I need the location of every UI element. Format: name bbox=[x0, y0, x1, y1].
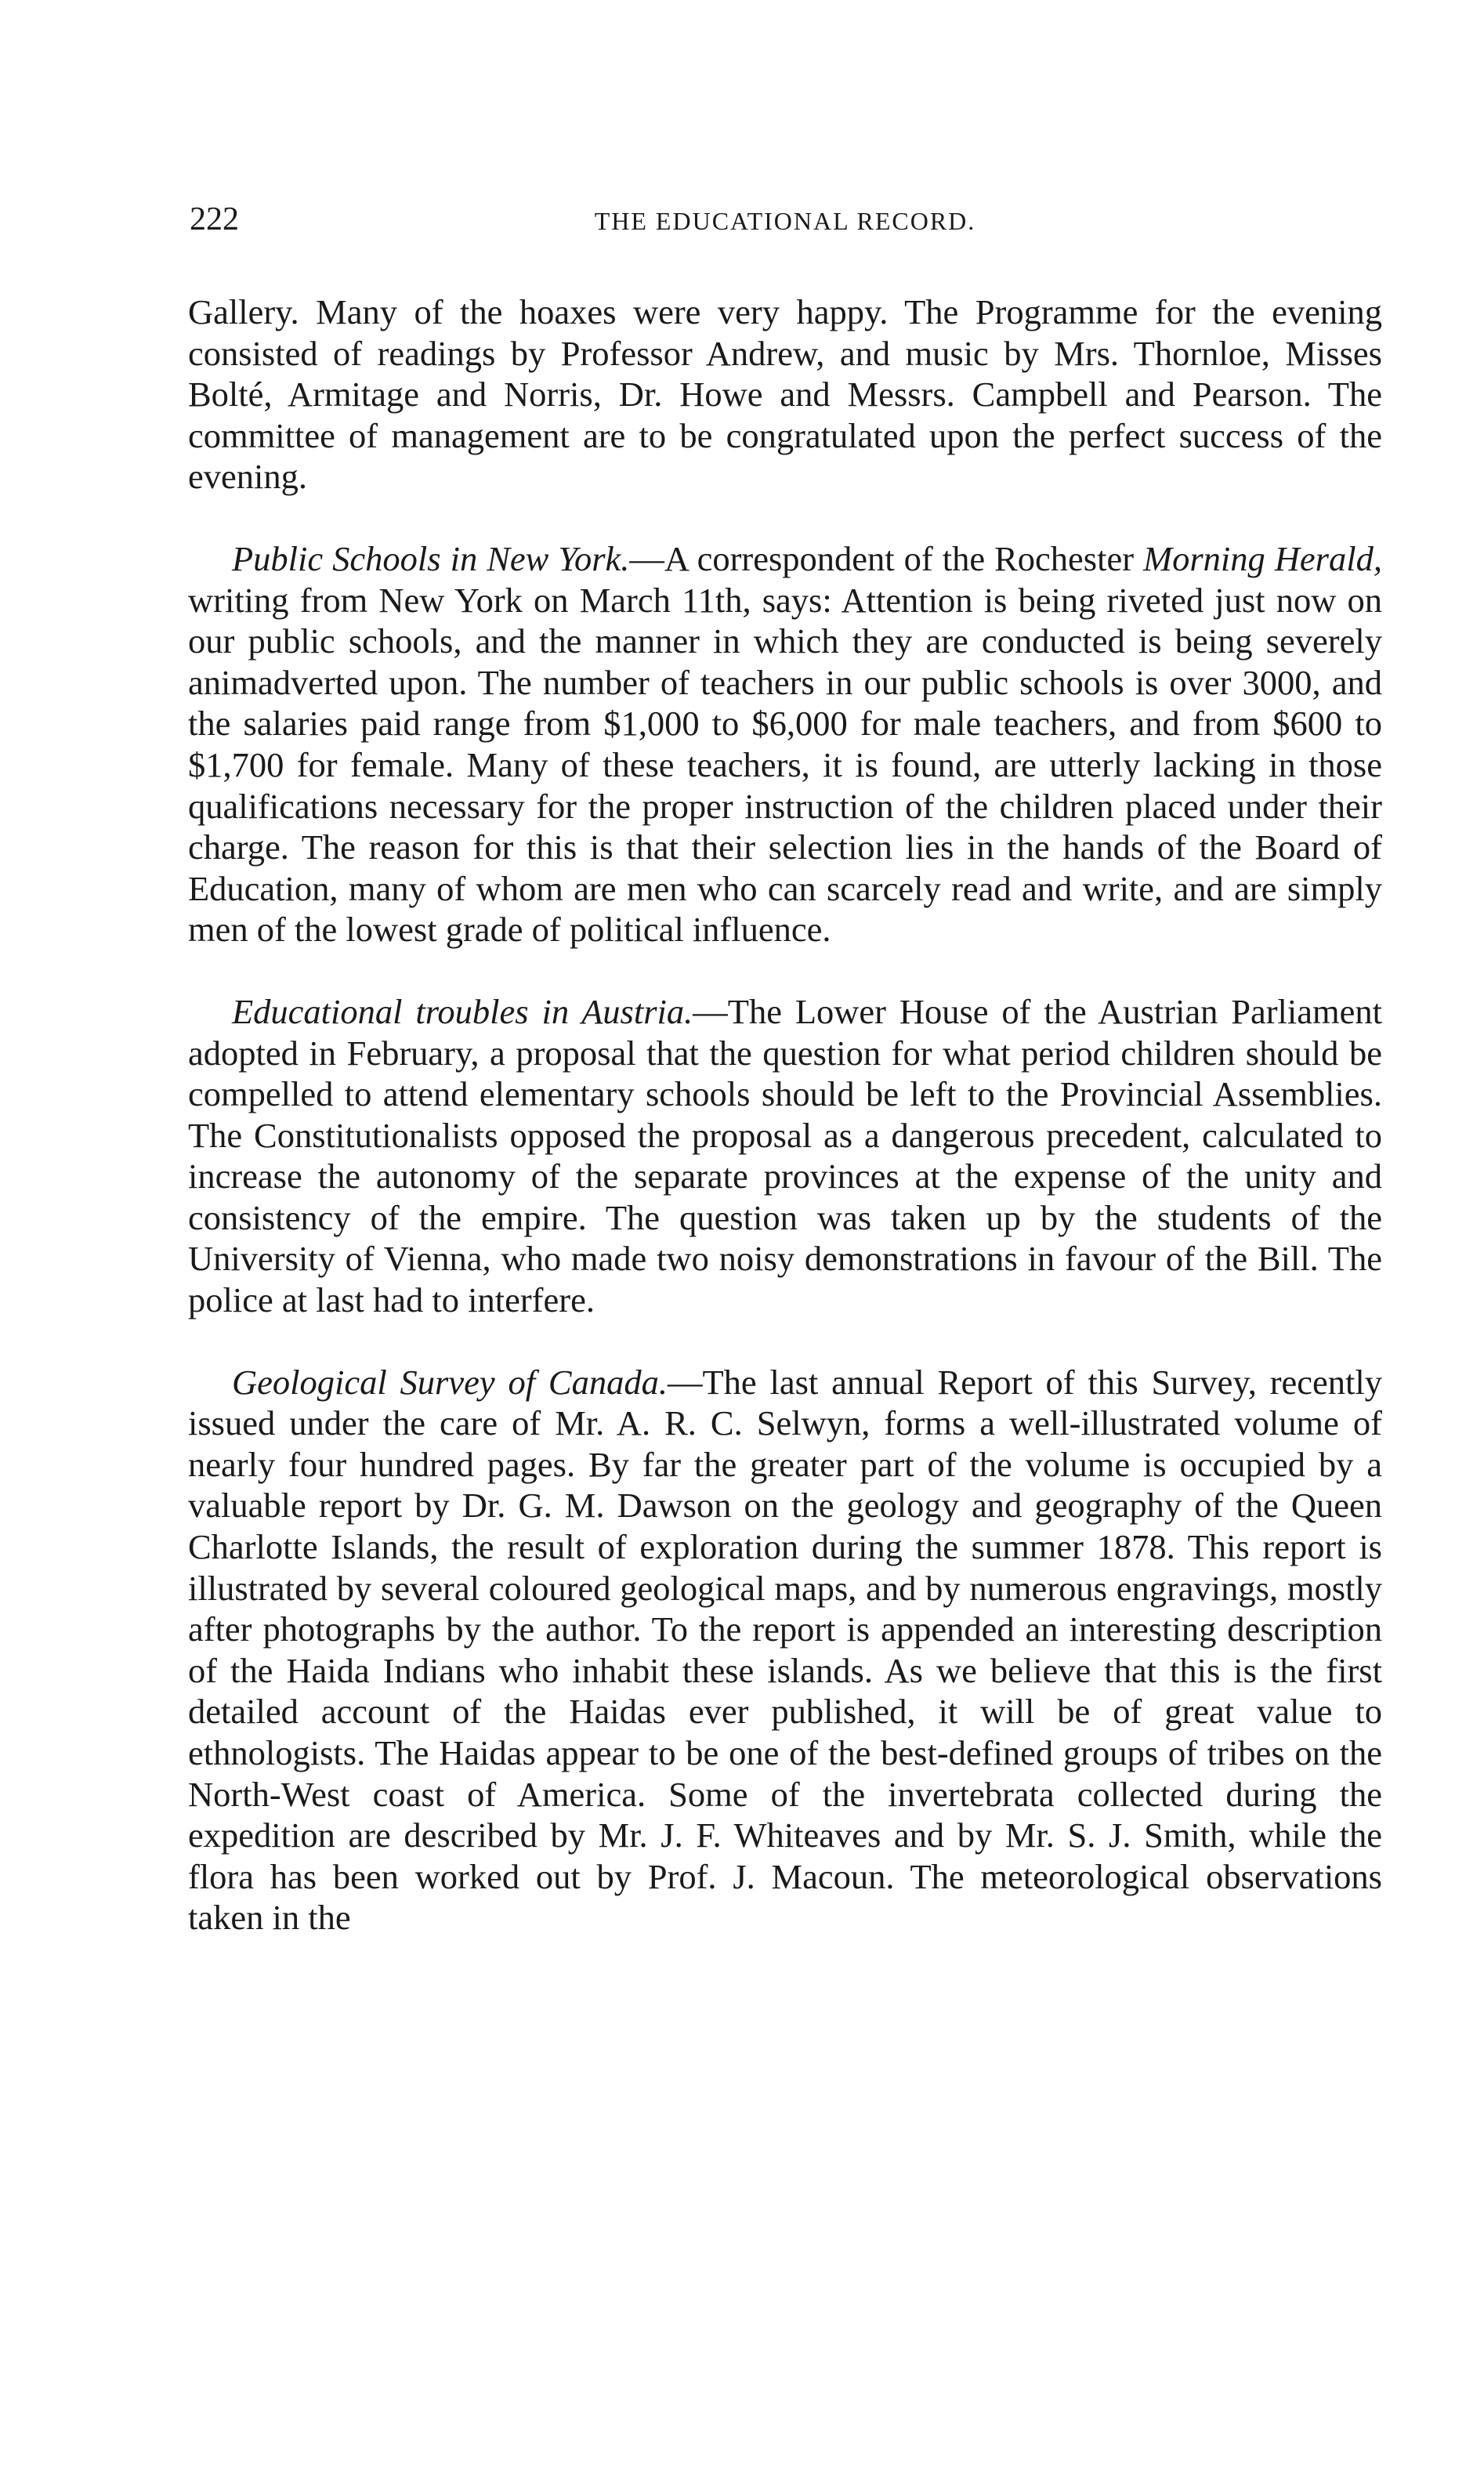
paragraph-geological-survey-canada bbox=[188, 1362, 1382, 1938]
running-title: THE EDUCATIONAL RECORD. bbox=[594, 207, 976, 235]
paragraph-public-schools-new-york bbox=[188, 538, 1382, 950]
document-page bbox=[188, 196, 1382, 1938]
publication-title: Morning Herald, bbox=[1143, 538, 1382, 578]
paragraph-text: writing from New York on March 11th, says: Attention is being riveted just now on our public schools, and the manner in which they are conducted is being severely animadverted upon. The number of teachers in our public schools is over 3000, and the salaries paid range from $1,000 to $6,000 for male teachers, and from $600 to $1,700 for female. Many of these teachers, it is found, are utterly lacking in those qualifications necessary for the proper instruction of the children placed under their charge. The reason for this is that their selection lies in the hands of the Board of Education, many of whom are men who can scarcely read and write, and are simply men of the lowest grade of political influence. bbox=[188, 580, 1382, 950]
paragraph-gallery-continuation bbox=[188, 291, 1382, 498]
paragraph-text: —A correspondent of the Rochester bbox=[629, 538, 1144, 578]
page-header bbox=[188, 196, 1382, 243]
paragraph-text: Gallery. Many of the hoaxes were very happy. The Programme for the evening consisted of readings by Professor Andrew, and music by Mrs. Thornloe, Misses Bolté, Armitage and Norris, Dr. Howe and Messrs. Campbell and Pearson. The committee of management are to be congratulated upon the perfect success of the evening. bbox=[188, 292, 1382, 497]
page-number: 222 bbox=[190, 201, 239, 237]
section-heading: Educational troubles in Austria. bbox=[232, 991, 693, 1031]
section-heading: Geological Survey of Canada. bbox=[232, 1362, 668, 1402]
section-heading: Public Schools in New York. bbox=[232, 538, 630, 578]
paragraph-text: —The Lower House of the Austrian Parliament adopted in February, a proposal that the question for what period children should be compelled to attend elementary schools should be left to the Provincial Assemblies. The Constitutionalists opposed the proposal as a dangerous precedent, calculated to increase the autonomy of the separate provinces at the expense of the unity and consistency of the empire. The question was taken up by the students of the University of Vienna, who made two noisy demonstrations in favour of the Bill. The police at last had to interfere. bbox=[188, 991, 1382, 1320]
paragraph-text: —The last annual Report of this Survey, recently issued under the care of Mr. A. R. C. Selwyn, forms a well-illustrated volume of nearly four hundred pages. By far the greater part of the volume is occupied by a valuable report by Dr. G. M. Dawson on the geology and geography of the Queen Charlotte Islands, the result of exploration during the summer 1878. This report is illustrated by several coloured geological maps, and by numerous engravings, mostly after photographs by the author. To the report is appended an interesting description of the Haida Indians who inhabit these islands. As we believe that this is the first detailed account of the Haidas ever published, it will be of great value to ethnologists. The Haidas appear to be one of the best-defined groups of tribes on the North-West coast of America. Some of the invertebrata collected during the expedition are described by Mr. J. F. Whiteaves and by Mr. S. J. Smith, while the flora has been worked out by Prof. J. Macoun. The meteorological observations taken in the bbox=[188, 1362, 1382, 1938]
paragraph-educational-troubles-austria bbox=[188, 991, 1382, 1321]
